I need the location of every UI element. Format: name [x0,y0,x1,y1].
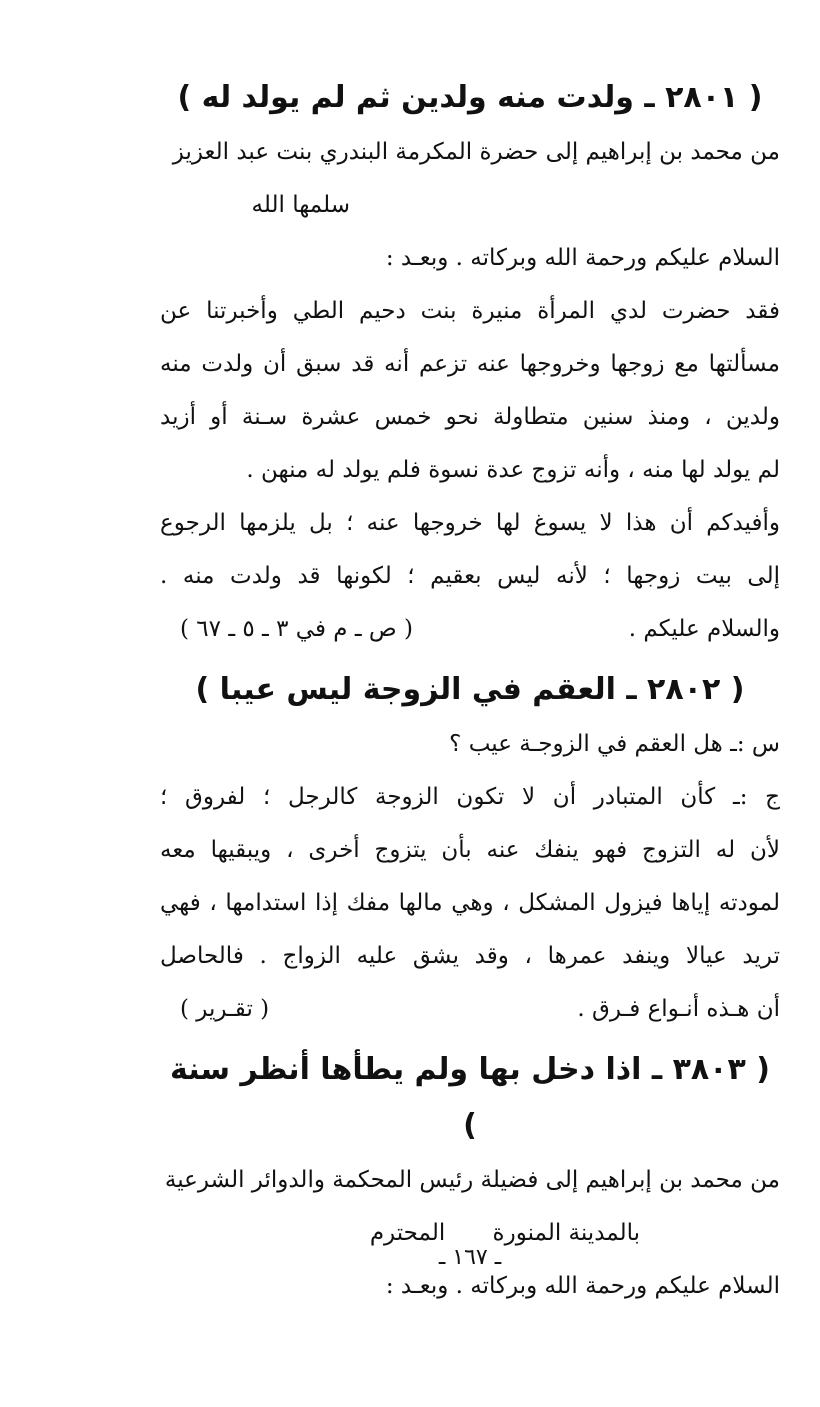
answer-line: لمودته إياها فيزول المشكل ، وهي مالها مفك إذا استدامها ، فهي [160,890,780,916]
answer-last-line: أن هـذه أنـواع فـرق . [577,996,780,1022]
answer-closing-row [160,983,780,1036]
answer-line: لأن له التزوج فهو ينفك عنه بأن يتزوج أخرى ، ويبقيها معه [160,837,780,863]
fatwa-2802 [160,662,780,1036]
page-number: ـ ١٦٧ ـ [438,1245,502,1270]
question-line: س :ـ هل العقم في الزوجـة عيب ؟ [449,731,780,757]
answer-line: تريد عيالا وينفد عمرها ، وقد يشق عليه الزواج . فالحاصل [160,943,780,969]
greeting-line: السلام عليكم ورحمة الله وبركاته . وبعـد : [385,245,780,271]
addressee-line: من محمد بن إبراهيم إلى حضرة المكرمة البندري بنت عبد العزيز [172,139,780,165]
body-line: لم يولد لها منه ، وأنه تزوج عدة نسوة فلم يولد له منهن . [246,457,780,483]
section-heading: ( ٢٨٠٢ ـ العقم في الزوجة ليس عيبا ) [195,672,745,707]
addressee-line: من محمد بن إبراهيم إلى فضيلة رئيس المحكمة والدوائر الشرعية [164,1167,780,1193]
body-line: فقد حضرت لدي المرأة منيرة بنت دحيم الطي وأخبرتنا عن [160,298,780,324]
closing-row [160,603,780,656]
body-line: ولدين ، ومنذ سنين متطاولة نحو خمس عشرة سـنة أو أزيد [160,404,780,430]
body-line: مسألتها مع زوجها وخروجها عنه تزعم أنه قد سبق أن ولدت منه [160,351,780,377]
reference-citation: ( ص ـ م في ٣ ـ ٥ ـ ٦٧ ) [180,616,413,642]
closing-text: والسلام عليكم . [628,616,780,642]
addressee-place: بالمدينة المنورة [492,1220,640,1246]
fatwa-3803 [160,1042,780,1313]
addressee-salutation: سلمها الله [251,192,350,218]
body-line: وأفيدكم أن هذا لا يسوغ لها خروجها عنه ؛ بل يلزمها الرجوع [160,510,780,536]
greeting-line: السلام عليكم ورحمة الله وبركاته . وبعـد : [385,1273,780,1299]
section-heading: ( ٢٨٠١ ـ ولدت منه ولدين ثم لم يولد له ) [177,80,763,115]
addressee-title: المحترم [369,1220,446,1246]
body-line: إلى بيت زوجها ؛ لأنه ليس بعقيم ؛ لكونها قد ولدت منه . [160,563,780,589]
reference-citation: ( تقـرير ) [180,996,270,1022]
section-heading: ( ٣٨٠٣ ـ اذا دخل بها ولم يطأها أنظر سنة ) [170,1052,770,1143]
answer-line: ج :ـ كأن المتبادر أن لا تكون الزوجة كالرجل ؛ لفروق ؛ [160,784,780,810]
document-page [160,70,780,1313]
fatwa-2801 [160,70,780,656]
